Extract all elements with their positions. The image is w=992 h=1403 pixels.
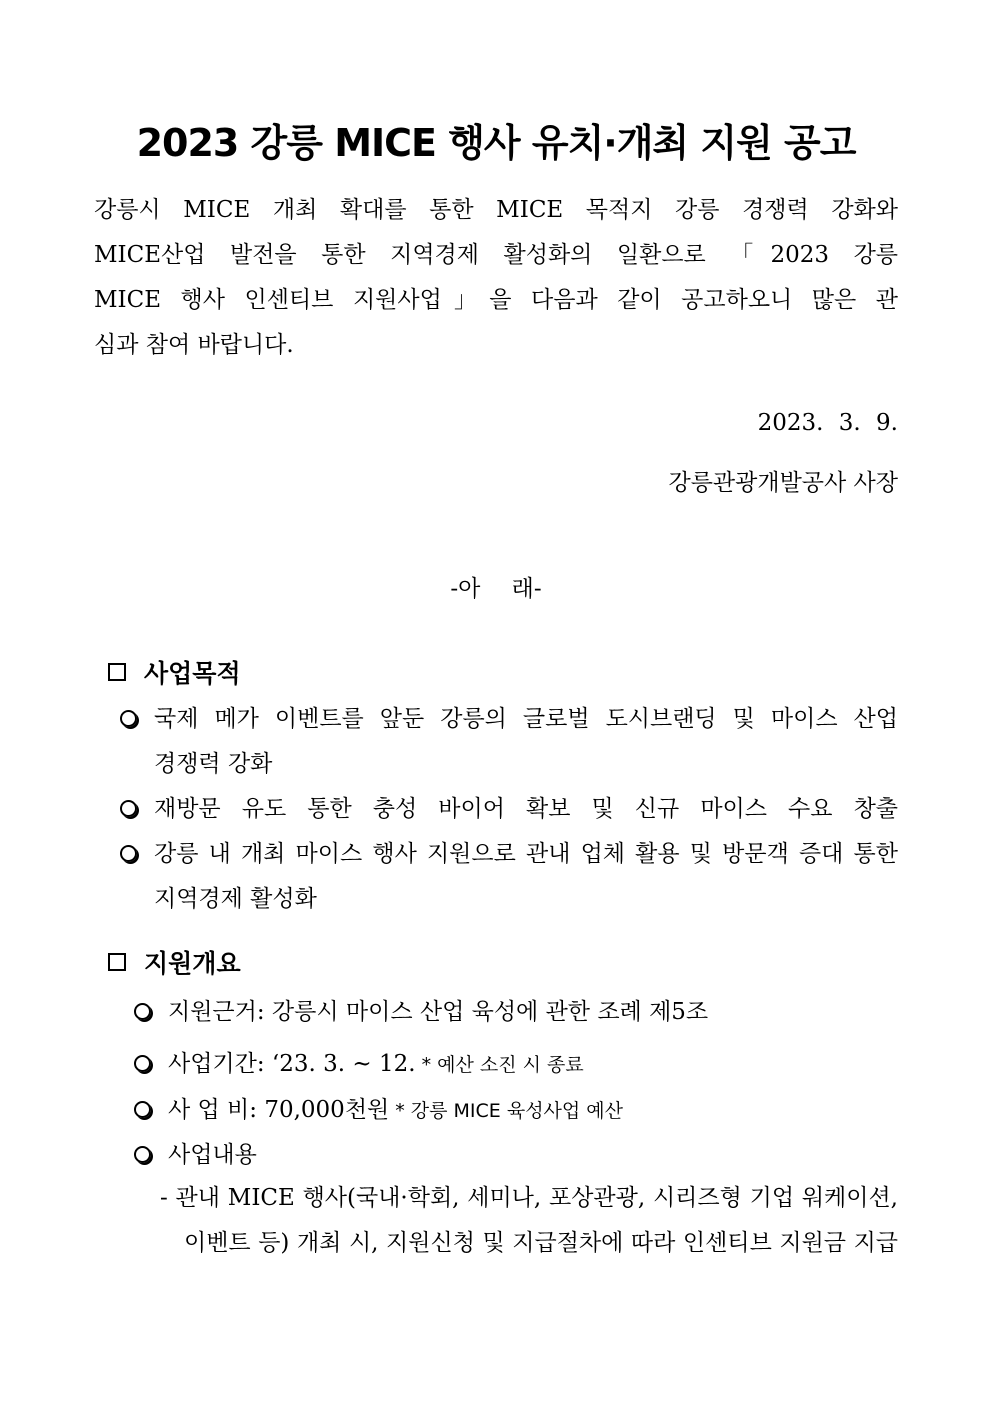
list-item [134, 1042, 898, 1088]
bullet-text [134, 1042, 898, 1088]
bullet-note: * 예산 소진 시 종료 [421, 1054, 584, 1076]
square-box-icon [108, 953, 126, 971]
circle-bullet-icon [120, 710, 137, 727]
bullet-main-text: 사 업 비: 70,000천원 [168, 1097, 390, 1123]
signer: 강릉관광개발공사 사장 [668, 470, 898, 496]
bullet-text-continued: 지역경제 활성화 [154, 886, 317, 912]
intro-line: MICE산업 발전을 통한 지역경제 활성화의 일환으로 「2023 강릉 [94, 242, 898, 268]
bullet-text: 강릉 내 개최 마이스 행사 지원으로 관내 업체 활용 및 방문객 증대 통한 [154, 841, 898, 867]
separator-heading: -아 래- [450, 576, 542, 602]
bullet-main-text: 지원근거: 강릉시 마이스 산업 육성에 관한 조례 제5조 [168, 999, 709, 1025]
intro-line: 강릉시 MICE 개최 확대를 통한 MICE 목적지 강릉 경쟁력 강화와 [94, 197, 898, 223]
list-item [134, 990, 898, 1035]
circle-bullet-icon [120, 800, 137, 817]
square-box-icon [108, 663, 126, 681]
bullet-text-continued: 경쟁력 강화 [154, 751, 273, 777]
bullet-text: 재방문 유도 통한 충성 바이어 확보 및 신규 마이스 수요 창출 [154, 796, 898, 822]
bullet-text [134, 1088, 898, 1134]
page-title: 2023 강릉 MICE 행사 유치·개최 지원 공고 [136, 121, 856, 165]
sub-item [160, 1176, 898, 1266]
section-heading-label: 사업목적 [144, 659, 241, 688]
list-item [134, 1133, 898, 1178]
list-item [120, 787, 898, 832]
bullet-main-text: 사업기간: ‘23. 3. ~ 12. [168, 1051, 416, 1077]
bullet-text: 국제 메가 이벤트를 앞둔 강릉의 글로벌 도시브랜딩 및 마이스 산업 [154, 706, 898, 732]
intro-line: 심과 참여 바랍니다. [94, 332, 294, 358]
bullet-text [134, 1133, 898, 1178]
section-heading-purpose [108, 654, 241, 690]
circle-bullet-icon [134, 1101, 151, 1118]
circle-bullet-icon [134, 1146, 151, 1163]
sub-item-text-continued: 이벤트 등) 개최 시, 지원신청 및 지급절차에 따라 인센티브 지원금 지급 [184, 1230, 898, 1256]
bullet-text [134, 990, 898, 1035]
circle-bullet-icon [134, 1003, 151, 1020]
sub-item-text: - 관내 MICE 행사(국내·학회, 세미나, 포상관광, 시리즈형 기업 워케이션, [160, 1185, 898, 1211]
intro-line: MICE 행사 인센티브 지원사업」을 다음과 같이 공고하오니 많은 관 [94, 287, 898, 313]
intro-paragraph [94, 188, 898, 368]
circle-bullet-icon [120, 845, 137, 862]
section-heading-overview [108, 944, 241, 980]
bullet-note: * 강릉 MICE 육성사업 예산 [395, 1100, 624, 1122]
section-heading-label: 지원개요 [144, 949, 241, 978]
notice-date: 2023. 3. 9. [757, 410, 898, 436]
bullet-main-text: 사업내용 [168, 1142, 257, 1168]
list-item [120, 832, 898, 922]
list-item [134, 1088, 898, 1134]
circle-bullet-icon [134, 1055, 151, 1072]
list-item [120, 697, 898, 787]
